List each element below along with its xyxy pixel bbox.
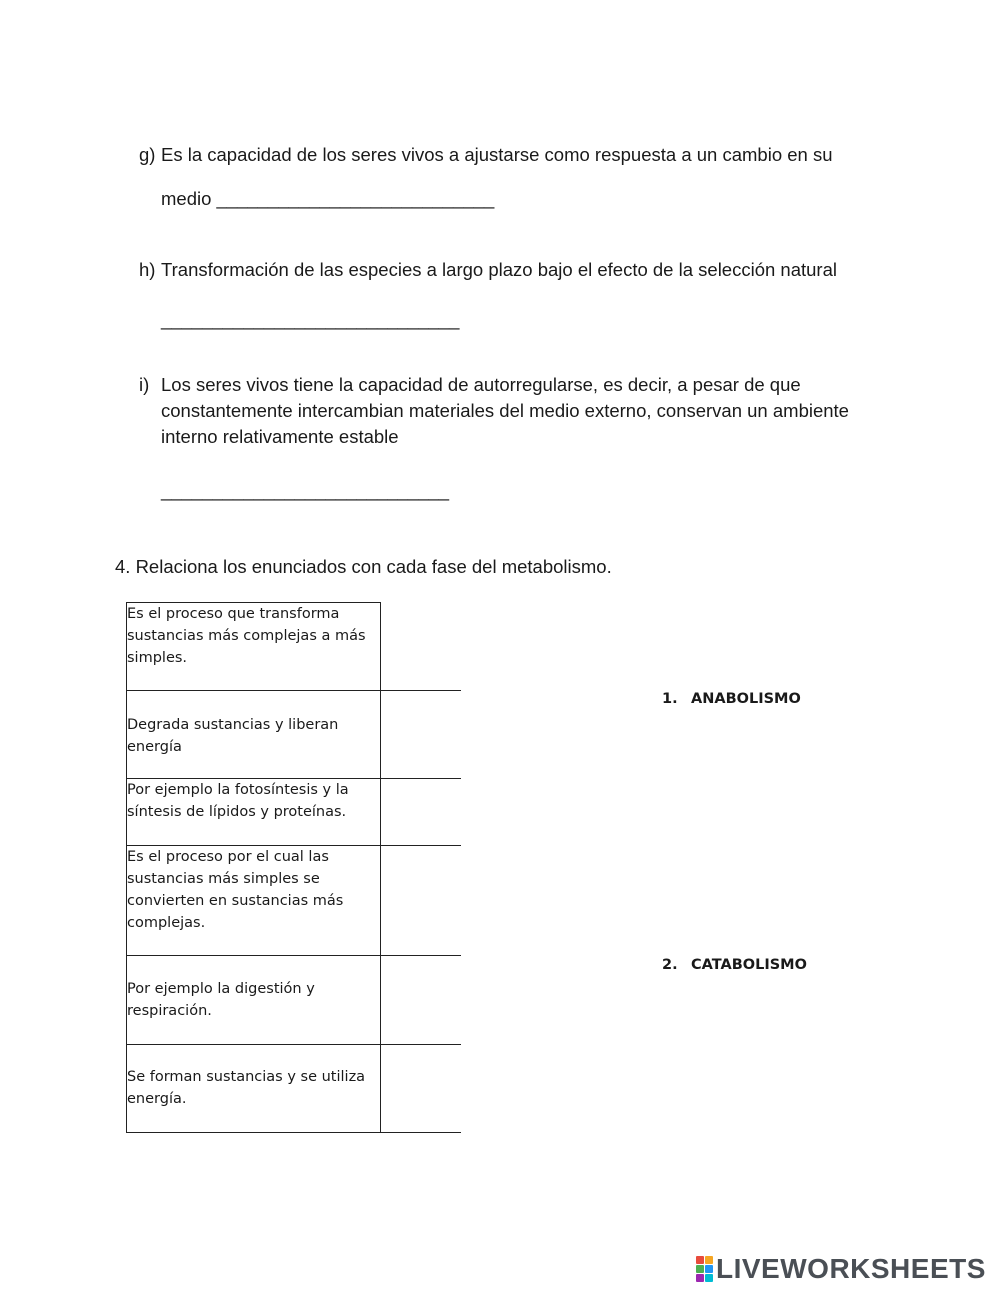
question-h-answer-line[interactable]: _____________________________ [161, 309, 460, 330]
question-g-answer-line[interactable]: medio ___________________________ [161, 188, 495, 209]
statement-cell: Por ejemplo la fotosíntesis y la síntesis de lípidos y proteínas. [127, 779, 381, 846]
logo-text: LIVEWORKSHEETS [716, 1253, 986, 1284]
question-g [139, 142, 919, 222]
option-number: 2. [662, 957, 678, 973]
table-row [127, 691, 462, 779]
matching-table [126, 602, 461, 1133]
question-i-answer-line[interactable]: ____________________________ [161, 480, 450, 501]
statement-text: Degrada sustancias y liberan energía [127, 717, 339, 755]
option-label: ANABOLISMO [691, 691, 801, 707]
option-label: CATABOLISMO [691, 957, 807, 973]
table-row [127, 603, 462, 691]
table-row [127, 956, 462, 1045]
answer-cell[interactable] [381, 1045, 462, 1133]
statement-cell [127, 691, 381, 779]
table-row [127, 779, 462, 846]
option-anabolismo [662, 691, 801, 707]
option-catabolismo [662, 957, 807, 973]
liveworksheets-logo [696, 1254, 986, 1284]
answer-cell[interactable] [381, 846, 462, 956]
answer-cell[interactable] [381, 603, 462, 691]
statement-text: Por ejemplo la digestión y respiración. [127, 981, 315, 1019]
question-g-label: g) [139, 144, 156, 165]
question-g-text: Es la capacidad de los seres vivos a ajustarse como respuesta a un cambio en su [161, 144, 833, 165]
question-h [139, 257, 919, 337]
table-row [127, 846, 462, 956]
answer-cell[interactable] [381, 691, 462, 779]
statement-cell [127, 956, 381, 1045]
statement-cell: Es el proceso que transforma sustancias más complejas a más simples. [127, 603, 381, 691]
statement-cell [127, 1045, 381, 1133]
question-i-line-3: interno relativamente estable [161, 426, 399, 447]
question-i-line-2: constantemente intercambian materiales del medio externo, conservan un ambiente [161, 400, 849, 421]
answer-cell[interactable] [381, 779, 462, 846]
question-h-label: h) [139, 259, 156, 280]
answer-cell[interactable] [381, 956, 462, 1045]
statement-cell: Es el proceso por el cual las sustancias más simples se convierten en sustancias más complejas. [127, 846, 381, 956]
option-number: 1. [662, 691, 678, 707]
question-h-text: Transformación de las especies a largo plazo bajo el efecto de la selección natural [161, 259, 837, 280]
section-4-title: 4. Relaciona los enunciados con cada fase del metabolismo. [115, 556, 612, 577]
table-row [127, 1045, 462, 1133]
statement-text: Se forman sustancias y se utiliza energía. [127, 1069, 366, 1107]
question-i-label: i) [139, 374, 150, 395]
question-i [139, 372, 919, 512]
logo-blocks-icon [696, 1256, 713, 1282]
question-i-line-1: Los seres vivos tiene la capacidad de autorregularse, es decir, a pesar de que [161, 374, 801, 395]
